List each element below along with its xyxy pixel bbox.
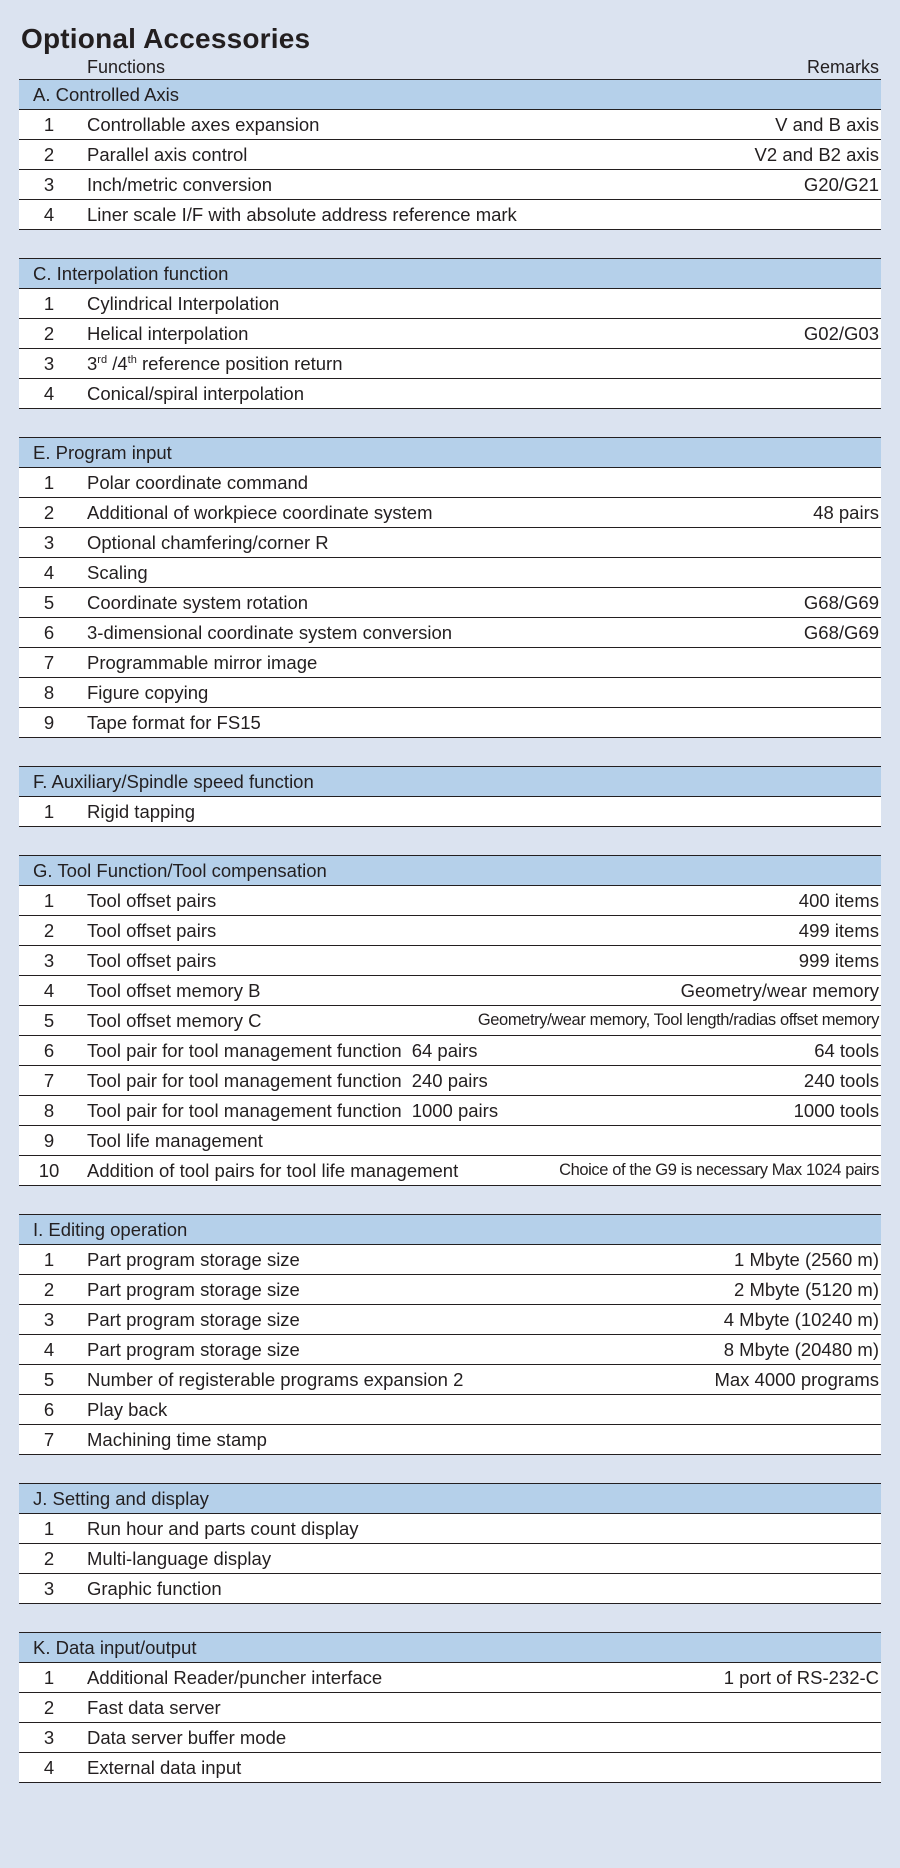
section-c — [19, 258, 881, 409]
table-row — [19, 797, 881, 827]
function-name: Fast data server — [87, 1696, 221, 1718]
table-row — [19, 1544, 881, 1574]
remarks-cell: 999 items — [798, 949, 879, 971]
function-name: Helical interpolation — [87, 322, 249, 344]
page-title: Optional Accessories — [21, 23, 311, 54]
remarks-cell: Geometry/wear memory, Tool length/radias offset memory — [477, 1011, 879, 1029]
function-name: Tool offset pairs — [87, 919, 217, 941]
table-row — [19, 498, 881, 528]
section-spacer — [19, 1455, 881, 1483]
table-row — [19, 1663, 881, 1693]
function-name: Data server buffer mode — [87, 1726, 287, 1748]
section-a — [19, 80, 881, 230]
table-row — [19, 1036, 881, 1066]
row-number: 7 — [43, 1069, 55, 1091]
section-heading: G. Tool Function/Tool compensation — [19, 855, 881, 886]
row-number: 3 — [43, 1308, 55, 1330]
row-number: 6 — [43, 1398, 55, 1420]
section-k — [19, 1632, 881, 1783]
function-name: Parallel axis control — [87, 143, 248, 165]
section-e — [19, 437, 881, 738]
table-row — [19, 1096, 881, 1126]
section-spacer — [19, 827, 881, 855]
section-heading: I. Editing operation — [19, 1214, 881, 1245]
remarks-cell: 499 items — [798, 919, 879, 941]
row-number: 8 — [43, 1099, 55, 1121]
ordinal-suffix: th — [127, 353, 137, 366]
table-row — [19, 648, 881, 678]
row-number: 3 — [43, 531, 55, 553]
row-number: 6 — [43, 1039, 55, 1061]
table-row — [19, 468, 881, 498]
function-name: Part program storage size — [87, 1278, 300, 1300]
row-number: 2 — [43, 501, 55, 523]
table-row — [19, 1305, 881, 1335]
table-row — [19, 200, 881, 230]
row-number: 1 — [43, 1666, 55, 1688]
row-number: 1 — [43, 1248, 55, 1270]
section-g — [19, 855, 881, 1186]
function-name: Tool pair for tool management function — [87, 1039, 402, 1061]
function-detail: 64 pairs — [411, 1039, 478, 1061]
column-header-row — [19, 56, 881, 80]
remarks-cell: 2 Mbyte (5120 m) — [734, 1278, 879, 1300]
table-row — [19, 1066, 881, 1096]
function-text: /4 — [107, 352, 128, 374]
function-name: Cylindrical Interpolation — [87, 292, 280, 314]
function-name: Tape format for FS15 — [87, 711, 261, 733]
row-number: 10 — [38, 1159, 60, 1181]
table-row — [19, 1245, 881, 1275]
table-row — [19, 170, 881, 200]
function-name: Tool pair for tool management function — [87, 1099, 402, 1121]
function-name: Machining time stamp — [87, 1428, 267, 1450]
row-number: 7 — [43, 1428, 55, 1450]
table-row — [19, 916, 881, 946]
row-number: 2 — [43, 1278, 55, 1300]
remarks-cell: 1 port of RS-232-C — [723, 1666, 879, 1688]
table-row — [19, 528, 881, 558]
remarks-cell: 240 tools — [803, 1069, 879, 1091]
function-name: Tool pair for tool management function — [87, 1069, 402, 1091]
ordinal-suffix: rd — [97, 353, 108, 366]
row-number: 2 — [43, 1696, 55, 1718]
row-number: 9 — [43, 1129, 55, 1151]
function-text: reference position return — [136, 352, 343, 374]
row-number: 5 — [43, 1368, 55, 1390]
section-spacer — [19, 230, 881, 258]
row-number: 3 — [43, 949, 55, 971]
remarks-cell: Max 4000 programs — [714, 1368, 879, 1390]
remarks-cell: V2 and B2 axis — [754, 143, 879, 165]
section-heading: E. Program input — [19, 437, 881, 468]
function-name: Tool offset memory C — [87, 1009, 262, 1031]
section-heading: A. Controlled Axis — [19, 80, 881, 110]
row-number: 1 — [43, 292, 55, 314]
function-name: Part program storage size — [87, 1248, 300, 1270]
function-name: Tool life management — [87, 1129, 263, 1151]
remarks-cell: 400 items — [798, 889, 879, 911]
remarks-cell: V and B axis — [775, 113, 879, 135]
function-name: Liner scale I/F with absolute address reference mark — [87, 203, 517, 225]
function-name: Controllable axes expansion — [87, 113, 320, 135]
row-number: 1 — [43, 1517, 55, 1539]
row-number: 4 — [43, 1338, 55, 1360]
section-spacer — [19, 409, 881, 437]
row-number: 5 — [43, 591, 55, 613]
section-j — [19, 1483, 881, 1604]
function-name: Play back — [87, 1398, 168, 1420]
row-number: 6 — [43, 621, 55, 643]
table-row — [19, 618, 881, 648]
row-number: 3 — [43, 173, 55, 195]
row-number: 1 — [43, 889, 55, 911]
table-row — [19, 1365, 881, 1395]
row-number: 3 — [43, 1726, 55, 1748]
table-row — [19, 558, 881, 588]
row-number: 2 — [43, 1547, 55, 1569]
table-row — [19, 1514, 881, 1544]
section-spacer — [19, 738, 881, 766]
function-name: Conical/spiral interpolation — [87, 382, 304, 404]
table-row — [19, 379, 881, 409]
section-spacer — [19, 1186, 881, 1214]
remarks-column-header: Remarks — [806, 57, 879, 77]
remarks-cell: 4 Mbyte (10240 m) — [723, 1308, 879, 1330]
table-row — [19, 946, 881, 976]
row-number: 5 — [43, 1009, 55, 1031]
function-name: 3-dimensional coordinate system conversion — [87, 621, 453, 643]
remarks-cell: 1000 tools — [793, 1099, 879, 1121]
table-row — [19, 1006, 881, 1036]
table-row — [19, 349, 881, 379]
function-name: Graphic function — [87, 1577, 222, 1599]
remarks-cell: Geometry/wear memory — [680, 979, 879, 1001]
function-name: Tool offset pairs — [87, 949, 217, 971]
table-row — [19, 1693, 881, 1723]
function-name: Run hour and parts count display — [87, 1517, 359, 1539]
function-name: External data input — [87, 1756, 242, 1778]
remarks-cell: G20/G21 — [803, 173, 879, 195]
table-row — [19, 588, 881, 618]
function-name: Rigid tapping — [87, 800, 195, 822]
section-heading: J. Setting and display — [19, 1483, 881, 1514]
row-number: 1 — [43, 800, 55, 822]
row-number: 3 — [43, 352, 55, 374]
row-number: 9 — [43, 711, 55, 733]
row-number: 4 — [43, 382, 55, 404]
row-number: 8 — [43, 681, 55, 703]
remarks-cell: 48 pairs — [813, 501, 879, 523]
table-row — [19, 1395, 881, 1425]
table-row — [19, 886, 881, 916]
remarks-cell: Choice of the G9 is necessary Max 1024 pairs — [559, 1161, 879, 1179]
function-text: 3 — [87, 352, 98, 374]
function-name: Optional chamfering/corner R — [87, 531, 329, 553]
function-name: Part program storage size — [87, 1308, 300, 1330]
table-row — [19, 140, 881, 170]
table-row — [19, 110, 881, 140]
function-name: Tool offset memory B — [87, 979, 261, 1001]
function-name: Tool offset pairs — [87, 889, 217, 911]
remarks-cell: 8 Mbyte (20480 m) — [723, 1338, 879, 1360]
function-name: Additional of workpiece coordinate system — [87, 501, 433, 523]
table-row — [19, 1425, 881, 1455]
function-name: Multi-language display — [87, 1547, 272, 1569]
functions-column-header: Functions — [87, 57, 166, 77]
section-heading: K. Data input/output — [19, 1632, 881, 1663]
remarks-cell: G02/G03 — [803, 322, 879, 344]
row-number: 1 — [43, 471, 55, 493]
function-name: Polar coordinate command — [87, 471, 309, 493]
section-spacer — [19, 1604, 881, 1632]
function-name: Scaling — [87, 561, 148, 583]
table-row — [19, 1335, 881, 1365]
table-row — [19, 1156, 881, 1186]
row-number: 4 — [43, 979, 55, 1001]
table-row — [19, 976, 881, 1006]
table-row — [19, 1126, 881, 1156]
section-heading: F. Auxiliary/Spindle speed function — [19, 766, 881, 797]
table-row — [19, 708, 881, 738]
table-row — [19, 1753, 881, 1783]
row-number: 2 — [43, 143, 55, 165]
function-name: Part program storage size — [87, 1338, 300, 1360]
function-name — [87, 353, 343, 375]
section-f — [19, 766, 881, 827]
table-row — [19, 289, 881, 319]
function-name: Figure copying — [87, 681, 209, 703]
section-heading: C. Interpolation function — [19, 258, 881, 289]
row-number: 2 — [43, 919, 55, 941]
table-row — [19, 1574, 881, 1604]
function-name: Number of registerable programs expansion 2 — [87, 1368, 464, 1390]
function-detail: 1000 pairs — [411, 1099, 499, 1121]
remarks-cell: 64 tools — [814, 1039, 879, 1061]
row-number: 4 — [43, 561, 55, 583]
row-number: 2 — [43, 322, 55, 344]
row-number: 4 — [43, 1756, 55, 1778]
row-number: 4 — [43, 203, 55, 225]
section-i — [19, 1214, 881, 1455]
function-name: Programmable mirror image — [87, 651, 318, 673]
function-name: Inch/metric conversion — [87, 173, 273, 195]
function-name: Coordinate system rotation — [87, 591, 309, 613]
function-name: Additional Reader/puncher interface — [87, 1666, 383, 1688]
row-number: 3 — [43, 1577, 55, 1599]
table-row — [19, 1275, 881, 1305]
remarks-cell: G68/G69 — [803, 591, 879, 613]
row-number: 7 — [43, 651, 55, 673]
function-detail: 240 pairs — [411, 1069, 488, 1091]
table-row — [19, 678, 881, 708]
table-row — [19, 1723, 881, 1753]
row-number: 1 — [43, 113, 55, 135]
accessories-table — [19, 80, 881, 1783]
function-name: Addition of tool pairs for tool life management — [87, 1159, 459, 1181]
remarks-cell: 1 Mbyte (2560 m) — [734, 1248, 879, 1270]
remarks-cell: G68/G69 — [803, 621, 879, 643]
table-row — [19, 319, 881, 349]
